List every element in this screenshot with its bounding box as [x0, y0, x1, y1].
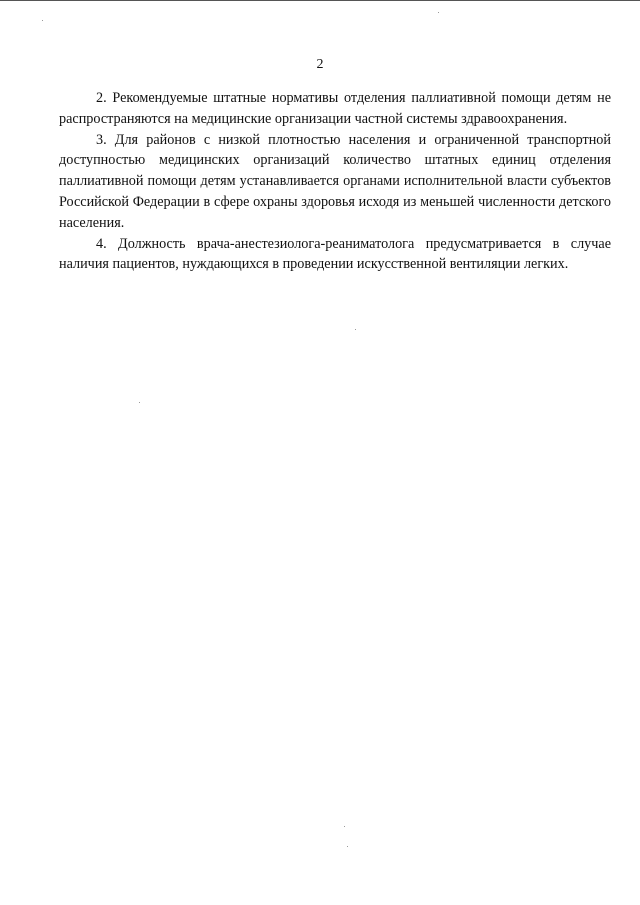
scan-speck: [42, 20, 43, 21]
page-number: 2: [316, 57, 324, 72]
scan-speck: [347, 846, 348, 847]
paragraph-2: 2. Рекомендуемые штатные нормативы отделения паллиативной помощи детям не распространяются на медицинские организации частной системы здравоохранения.: [59, 90, 611, 127]
paragraph-3: 3. Для районов с низкой плотностью населения и ограниченной транспортной доступностью медицинских организаций количество штатных единиц отделения паллиативной помощи детям устанавливается органами исполнительной власти субъектов Российской Федерации в сфере охраны здоровья исходя из меньшей численности детского населения.: [59, 131, 611, 231]
scan-top-edge: [0, 0, 640, 1]
document-body: [59, 88, 611, 275]
scan-speck: [344, 826, 345, 827]
scan-speck: [355, 329, 356, 330]
scan-speck: [438, 12, 439, 13]
paragraph-4: 4. Должность врача-анестезиолога-реаниматолога предусматривается в случае наличия пациентов, нуждающихся в проведении искусственной вентиляции легких.: [59, 235, 611, 273]
scan-speck: [139, 402, 140, 403]
